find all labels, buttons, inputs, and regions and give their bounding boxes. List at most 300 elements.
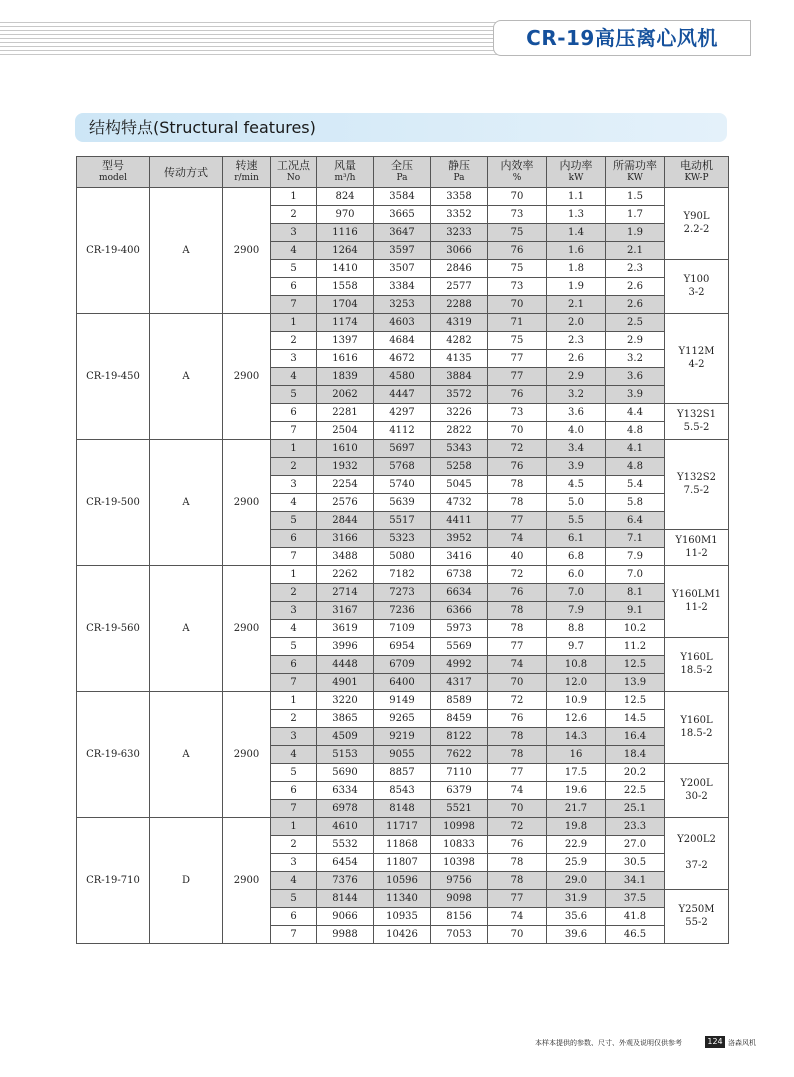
speed-cell: 2900 — [223, 440, 271, 566]
table-cell: 5.0 — [547, 494, 606, 512]
table-cell: 7053 — [431, 926, 488, 944]
table-row — [77, 692, 729, 710]
table-cell: 7.0 — [606, 566, 665, 584]
table-cell: 2577 — [431, 278, 488, 296]
table-cell: 4112 — [374, 422, 431, 440]
drive-cell: A — [150, 440, 223, 566]
table-cell: 2.1 — [606, 242, 665, 260]
table-cell: 76 — [488, 242, 547, 260]
table-cell: 7.9 — [606, 548, 665, 566]
header-required-power: 所需功率 KW — [606, 157, 665, 188]
table-cell: 3572 — [431, 386, 488, 404]
table-cell: 1704 — [317, 296, 374, 314]
table-cell: 70 — [488, 674, 547, 692]
table-cell: 2.6 — [547, 350, 606, 368]
motor-line: Y250M — [678, 903, 715, 915]
table-cell: 6 — [271, 530, 317, 548]
table-cell: 1 — [271, 314, 317, 332]
table-cell: 3 — [271, 350, 317, 368]
table-cell: 22.5 — [606, 782, 665, 800]
table-cell: 1.1 — [547, 188, 606, 206]
table-cell: 76 — [488, 710, 547, 728]
table-cell: 10596 — [374, 872, 431, 890]
table-cell: 10.2 — [606, 620, 665, 638]
table-cell: 5323 — [374, 530, 431, 548]
table-cell: 78 — [488, 602, 547, 620]
motor-cell — [665, 692, 729, 764]
table-cell: 1264 — [317, 242, 374, 260]
table-cell: 5 — [271, 386, 317, 404]
table-cell: 72 — [488, 692, 547, 710]
table-cell: 76 — [488, 458, 547, 476]
table-cell: 2822 — [431, 422, 488, 440]
table-cell: 30.5 — [606, 854, 665, 872]
table-cell: 17.5 — [547, 764, 606, 782]
table-cell: 2.5 — [606, 314, 665, 332]
table-cell: 13.9 — [606, 674, 665, 692]
table-cell: 1558 — [317, 278, 374, 296]
table-cell: 1610 — [317, 440, 374, 458]
table-cell: 2.9 — [547, 368, 606, 386]
motor-line: Y160L — [680, 714, 713, 726]
table-cell: 78 — [488, 728, 547, 746]
table-cell: 4411 — [431, 512, 488, 530]
drive-cell: A — [150, 692, 223, 818]
table-cell: 4.4 — [606, 404, 665, 422]
table-cell: 9756 — [431, 872, 488, 890]
table-cell: 4.8 — [606, 422, 665, 440]
table-cell: 4319 — [431, 314, 488, 332]
table-cell: 7 — [271, 422, 317, 440]
table-cell: 40 — [488, 548, 547, 566]
table-cell: 10.9 — [547, 692, 606, 710]
motor-line: 2.2-2 — [683, 223, 710, 235]
header-stripes — [0, 22, 500, 56]
spec-table-body — [77, 188, 729, 944]
header-no: 工况点 No — [271, 157, 317, 188]
table-cell: 73 — [488, 278, 547, 296]
table-cell: 1397 — [317, 332, 374, 350]
speed-cell: 2900 — [223, 314, 271, 440]
table-cell: 4317 — [431, 674, 488, 692]
motor-line: Y160L — [680, 651, 713, 663]
table-cell: 6400 — [374, 674, 431, 692]
header-motor: 电动机 KW-P — [665, 157, 729, 188]
footer-brand: 洛森风机 — [728, 1039, 756, 1047]
table-cell: 6634 — [431, 584, 488, 602]
table-cell: 4 — [271, 494, 317, 512]
table-cell: 70 — [488, 926, 547, 944]
table-cell: 2 — [271, 332, 317, 350]
table-cell: 6 — [271, 278, 317, 296]
spec-table — [76, 156, 729, 944]
table-cell: 46.5 — [606, 926, 665, 944]
table-cell: 72 — [488, 818, 547, 836]
table-cell: 11807 — [374, 854, 431, 872]
table-cell: 70 — [488, 296, 547, 314]
table-cell: 4509 — [317, 728, 374, 746]
motor-line: Y132S2 — [677, 471, 716, 483]
table-cell: 74 — [488, 656, 547, 674]
header-speed: 转速 r/min — [223, 157, 271, 188]
table-cell: 2254 — [317, 476, 374, 494]
speed-cell: 2900 — [223, 188, 271, 314]
table-cell: 11340 — [374, 890, 431, 908]
table-cell: 1.9 — [547, 278, 606, 296]
table-cell: 1410 — [317, 260, 374, 278]
table-cell: 3 — [271, 224, 317, 242]
table-cell: 3 — [271, 728, 317, 746]
motor-line: 55-2 — [685, 916, 708, 928]
table-cell: 5521 — [431, 800, 488, 818]
table-cell: 7622 — [431, 746, 488, 764]
table-cell: 824 — [317, 188, 374, 206]
table-cell: 5517 — [374, 512, 431, 530]
table-cell: 1116 — [317, 224, 374, 242]
table-cell: 7 — [271, 800, 317, 818]
table-cell: 77 — [488, 638, 547, 656]
table-cell: 4447 — [374, 386, 431, 404]
table-cell: 25.9 — [547, 854, 606, 872]
table-cell: 10398 — [431, 854, 488, 872]
table-cell: 3066 — [431, 242, 488, 260]
speed-cell: 2900 — [223, 818, 271, 944]
table-cell: 8156 — [431, 908, 488, 926]
table-cell: 3619 — [317, 620, 374, 638]
table-cell: 23.3 — [606, 818, 665, 836]
table-cell: 14.3 — [547, 728, 606, 746]
table-cell: 2.9 — [606, 332, 665, 350]
table-cell: 4672 — [374, 350, 431, 368]
table-cell: 6.8 — [547, 548, 606, 566]
table-cell: 8148 — [374, 800, 431, 818]
table-cell: 6738 — [431, 566, 488, 584]
table-cell: 4580 — [374, 368, 431, 386]
table-cell: 8459 — [431, 710, 488, 728]
table-cell: 75 — [488, 224, 547, 242]
speed-cell: 2900 — [223, 692, 271, 818]
table-cell: 12.0 — [547, 674, 606, 692]
table-cell: 4610 — [317, 818, 374, 836]
motor-line: 5.5-2 — [683, 421, 710, 433]
table-cell: 1 — [271, 818, 317, 836]
table-cell: 2262 — [317, 566, 374, 584]
motor-cell — [665, 530, 729, 566]
table-cell: 29.0 — [547, 872, 606, 890]
table-cell: 76 — [488, 386, 547, 404]
table-cell: 2504 — [317, 422, 374, 440]
table-cell: 34.1 — [606, 872, 665, 890]
table-cell: 78 — [488, 872, 547, 890]
table-cell: 5258 — [431, 458, 488, 476]
table-cell: 1.4 — [547, 224, 606, 242]
model-cell: CR-19-560 — [77, 566, 150, 692]
table-cell: 5569 — [431, 638, 488, 656]
table-cell: 3166 — [317, 530, 374, 548]
table-cell: 6334 — [317, 782, 374, 800]
table-cell: 1 — [271, 440, 317, 458]
drive-cell: A — [150, 314, 223, 440]
table-cell: 7376 — [317, 872, 374, 890]
table-cell: 7.1 — [606, 530, 665, 548]
table-cell: 11868 — [374, 836, 431, 854]
model-cell: CR-19-450 — [77, 314, 150, 440]
table-cell: 4.0 — [547, 422, 606, 440]
drive-cell: A — [150, 188, 223, 314]
table-cell: 8144 — [317, 890, 374, 908]
table-cell: 7 — [271, 548, 317, 566]
table-cell: 4135 — [431, 350, 488, 368]
table-cell: 5768 — [374, 458, 431, 476]
table-cell: 25.1 — [606, 800, 665, 818]
table-cell: 11717 — [374, 818, 431, 836]
table-cell: 2846 — [431, 260, 488, 278]
table-cell: 5045 — [431, 476, 488, 494]
table-cell: 6454 — [317, 854, 374, 872]
motor-line: Y132S1 — [677, 408, 716, 420]
table-cell: 3167 — [317, 602, 374, 620]
table-cell: 78 — [488, 746, 547, 764]
page-title: CR-19高压离心风机 — [526, 26, 718, 50]
motor-cell — [665, 260, 729, 314]
table-cell: 3884 — [431, 368, 488, 386]
table-row — [77, 818, 729, 836]
motor-line: 30-2 — [685, 790, 708, 802]
table-cell: 2 — [271, 206, 317, 224]
table-cell: 7 — [271, 296, 317, 314]
motor-line: Y90L — [683, 210, 710, 222]
motor-line: 4-2 — [688, 358, 705, 370]
motor-cell — [665, 188, 729, 260]
table-cell: 77 — [488, 890, 547, 908]
table-cell: 3226 — [431, 404, 488, 422]
model-cell: CR-19-710 — [77, 818, 150, 944]
table-cell: 5.8 — [606, 494, 665, 512]
motor-cell — [665, 404, 729, 440]
table-cell: 12.5 — [606, 692, 665, 710]
page-number: 124 — [705, 1036, 725, 1048]
table-cell: 7236 — [374, 602, 431, 620]
table-cell: 21.7 — [547, 800, 606, 818]
table-cell: 7.9 — [547, 602, 606, 620]
table-cell: 2062 — [317, 386, 374, 404]
table-cell: 20.2 — [606, 764, 665, 782]
table-row — [77, 188, 729, 206]
table-cell: 3952 — [431, 530, 488, 548]
table-cell: 9988 — [317, 926, 374, 944]
table-cell: 6379 — [431, 782, 488, 800]
table-cell: 78 — [488, 476, 547, 494]
table-cell: 2576 — [317, 494, 374, 512]
table-cell: 19.8 — [547, 818, 606, 836]
motor-line: 37-2 — [685, 860, 708, 871]
table-cell: 1.5 — [606, 188, 665, 206]
table-cell: 77 — [488, 764, 547, 782]
table-cell: 3.2 — [606, 350, 665, 368]
table-cell: 7110 — [431, 764, 488, 782]
motor-line: 11-2 — [685, 547, 708, 559]
table-cell: 5690 — [317, 764, 374, 782]
table-cell: 78 — [488, 494, 547, 512]
table-cell: 9066 — [317, 908, 374, 926]
table-cell: 3384 — [374, 278, 431, 296]
table-cell: 8.8 — [547, 620, 606, 638]
table-cell: 3220 — [317, 692, 374, 710]
table-cell: 1.8 — [547, 260, 606, 278]
table-cell: 1.9 — [606, 224, 665, 242]
table-cell: 10833 — [431, 836, 488, 854]
table-cell: 3 — [271, 476, 317, 494]
motor-line: 18.5-2 — [680, 727, 713, 739]
table-cell: 3.2 — [547, 386, 606, 404]
header-internal-power: 内功率 kW — [547, 157, 606, 188]
table-cell: 70 — [488, 800, 547, 818]
table-cell: 74 — [488, 908, 547, 926]
table-cell: 7 — [271, 926, 317, 944]
model-cell: CR-19-400 — [77, 188, 150, 314]
table-cell: 9219 — [374, 728, 431, 746]
table-cell: 12.6 — [547, 710, 606, 728]
table-cell: 2714 — [317, 584, 374, 602]
table-cell: 5740 — [374, 476, 431, 494]
motor-cell — [665, 638, 729, 692]
table-cell: 1839 — [317, 368, 374, 386]
table-cell: 8589 — [431, 692, 488, 710]
table-cell: 3.6 — [606, 368, 665, 386]
table-cell: 6709 — [374, 656, 431, 674]
table-cell: 2.3 — [606, 260, 665, 278]
table-cell: 1 — [271, 566, 317, 584]
table-cell: 3488 — [317, 548, 374, 566]
table-cell: 75 — [488, 332, 547, 350]
table-cell: 16.4 — [606, 728, 665, 746]
table-cell: 2 — [271, 584, 317, 602]
table-cell: 4.1 — [606, 440, 665, 458]
table-cell: 3665 — [374, 206, 431, 224]
table-cell: 4448 — [317, 656, 374, 674]
motor-line: 18.5-2 — [680, 664, 713, 676]
motor-line: Y112M — [678, 345, 715, 357]
table-cell: 3507 — [374, 260, 431, 278]
motor-cell — [665, 890, 729, 944]
table-cell: 10.8 — [547, 656, 606, 674]
table-cell: 3416 — [431, 548, 488, 566]
table-cell: 3233 — [431, 224, 488, 242]
motor-cell — [665, 818, 729, 890]
table-cell: 72 — [488, 440, 547, 458]
table-cell: 9265 — [374, 710, 431, 728]
motor-cell — [665, 314, 729, 404]
header-total-pressure: 全压 Pa — [374, 157, 431, 188]
table-cell: 37.5 — [606, 890, 665, 908]
table-cell: 4603 — [374, 314, 431, 332]
table-cell: 10426 — [374, 926, 431, 944]
table-cell: 2 — [271, 458, 317, 476]
table-cell: 5973 — [431, 620, 488, 638]
table-cell: 4732 — [431, 494, 488, 512]
table-cell: 1 — [271, 692, 317, 710]
table-cell: 970 — [317, 206, 374, 224]
table-cell: 74 — [488, 782, 547, 800]
motor-line: Y160M1 — [675, 534, 718, 546]
table-cell: 10935 — [374, 908, 431, 926]
table-cell: 78 — [488, 620, 547, 638]
table-cell: 74 — [488, 530, 547, 548]
table-cell: 22.9 — [547, 836, 606, 854]
table-cell: 76 — [488, 584, 547, 602]
table-cell: 12.5 — [606, 656, 665, 674]
table-cell: 70 — [488, 188, 547, 206]
table-cell: 5.5 — [547, 512, 606, 530]
table-cell: 6954 — [374, 638, 431, 656]
table-cell: 9.7 — [547, 638, 606, 656]
table-cell: 3352 — [431, 206, 488, 224]
drive-cell: D — [150, 818, 223, 944]
table-cell: 2.3 — [547, 332, 606, 350]
motor-line: Y200L2 — [677, 834, 716, 845]
table-cell: 5153 — [317, 746, 374, 764]
table-cell: 76 — [488, 836, 547, 854]
table-cell: 1.7 — [606, 206, 665, 224]
speed-cell: 2900 — [223, 566, 271, 692]
motor-line: 3-2 — [688, 286, 705, 298]
table-cell: 31.9 — [547, 890, 606, 908]
table-cell: 14.5 — [606, 710, 665, 728]
table-cell: 2 — [271, 836, 317, 854]
table-cell: 4901 — [317, 674, 374, 692]
motor-line: Y100 — [683, 273, 710, 285]
motor-line: 7.5-2 — [683, 484, 710, 496]
table-cell: 7109 — [374, 620, 431, 638]
table-cell: 3584 — [374, 188, 431, 206]
table-cell: 3358 — [431, 188, 488, 206]
table-cell: 2844 — [317, 512, 374, 530]
table-cell: 18.4 — [606, 746, 665, 764]
table-cell: 4.5 — [547, 476, 606, 494]
table-cell: 9098 — [431, 890, 488, 908]
table-cell: 3.4 — [547, 440, 606, 458]
table-cell: 2.6 — [606, 278, 665, 296]
table-cell: 2281 — [317, 404, 374, 422]
model-cell: CR-19-500 — [77, 440, 150, 566]
table-cell: 73 — [488, 404, 547, 422]
table-cell: 6 — [271, 404, 317, 422]
motor-line: Y200L — [680, 777, 713, 789]
header-efficiency: 内效率 % — [488, 157, 547, 188]
table-cell: 39.6 — [547, 926, 606, 944]
table-cell: 72 — [488, 566, 547, 584]
table-cell: 19.6 — [547, 782, 606, 800]
table-cell: 1.6 — [547, 242, 606, 260]
table-cell: 7 — [271, 674, 317, 692]
footer-note: 本样本提供的参数、尺寸、外观及说明仅供参考 — [535, 1039, 682, 1047]
table-cell: 4684 — [374, 332, 431, 350]
table-cell: 5 — [271, 512, 317, 530]
motor-line — [665, 847, 728, 860]
table-cell: 73 — [488, 206, 547, 224]
table-cell: 4.8 — [606, 458, 665, 476]
table-cell: 6.4 — [606, 512, 665, 530]
table-cell: 4992 — [431, 656, 488, 674]
section-bar — [75, 113, 727, 142]
title-box — [493, 20, 751, 56]
table-cell: 4 — [271, 242, 317, 260]
table-cell: 5 — [271, 638, 317, 656]
table-cell: 1174 — [317, 314, 374, 332]
table-cell: 2.1 — [547, 296, 606, 314]
drive-cell: A — [150, 566, 223, 692]
table-cell: 1616 — [317, 350, 374, 368]
